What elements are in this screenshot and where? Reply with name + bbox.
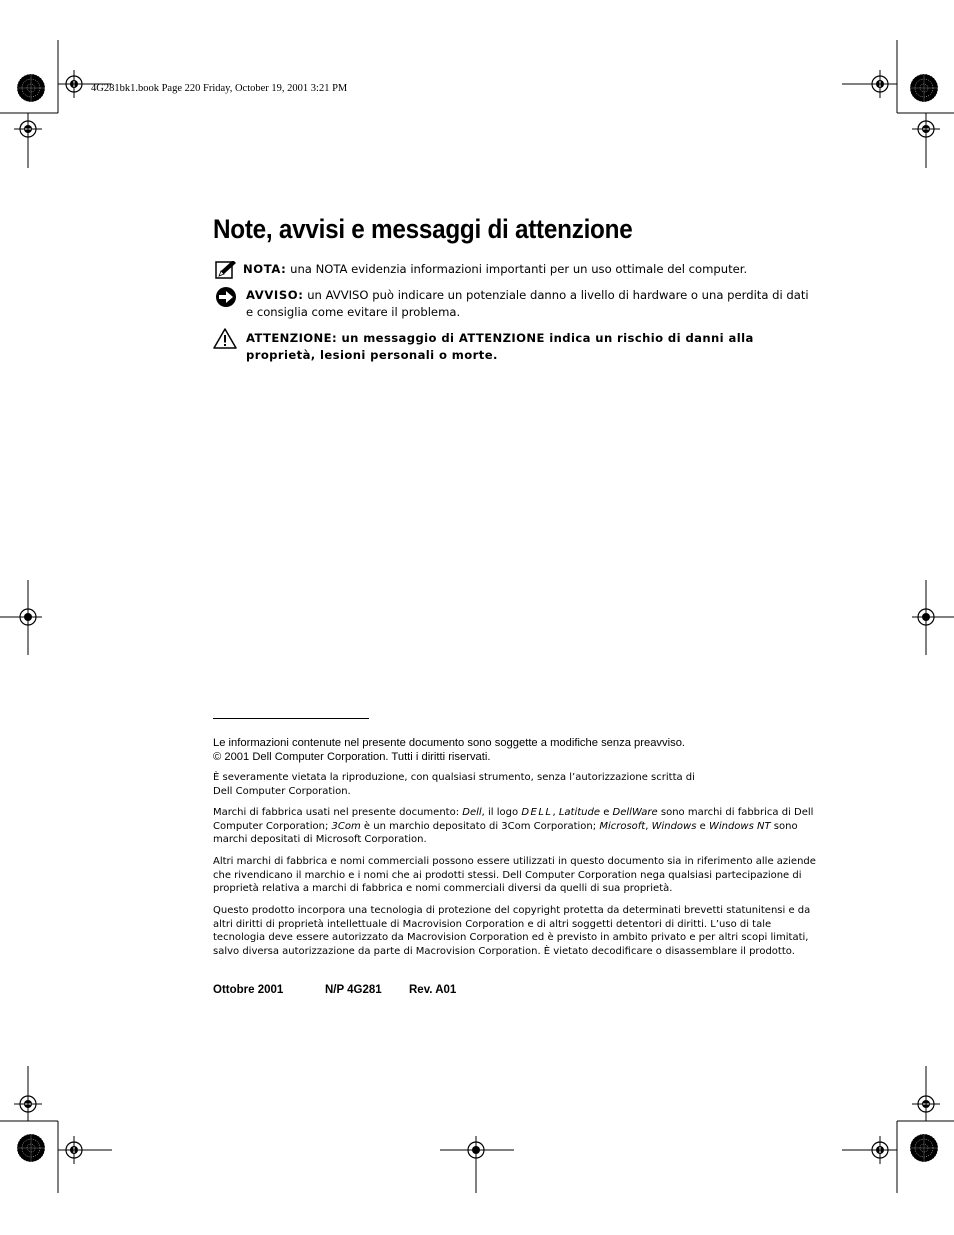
book-source-line: 4G281bk1.book Page 220 Friday, October 19, 2001 3:21 PM xyxy=(91,83,348,94)
footer-revision: Rev. A01 xyxy=(409,984,457,996)
trademarks-paragraph xyxy=(213,806,818,847)
trademark-text: e xyxy=(696,820,709,832)
pencil-note-icon xyxy=(215,261,237,284)
trademark-text: sono marchi di fabbrica di Dell Computer Corporation; xyxy=(213,807,814,832)
notice-avviso xyxy=(213,287,813,323)
trademark-windows-nt: Windows NT xyxy=(708,820,771,832)
footer-part-number: N/P 4G281 xyxy=(325,984,382,996)
trademark-windows: Windows xyxy=(651,820,697,832)
note-label: NOTA: xyxy=(243,262,287,276)
caution-text: un messaggio di ATTENZIONE indica un rischio di danni alla proprietà, lesioni personali o morte. xyxy=(246,331,754,362)
notice-arrow-icon xyxy=(215,286,237,313)
trademark-text: e xyxy=(600,807,613,818)
legal-notice-header xyxy=(213,736,813,764)
trademark-text: , xyxy=(552,807,559,818)
trademark-latitude: Latitude xyxy=(558,807,601,818)
reproduction-notice: È severamente vietata la riproduzione, con qualsiasi strumento, senza l’autorizzazione scritta di Dell Computer Corporation. xyxy=(213,772,695,797)
trademark-text: , il logo xyxy=(481,807,522,818)
trademark-text: è un marchio depositato di 3Com Corporation; xyxy=(360,820,600,832)
registration-star-icon xyxy=(910,1134,938,1162)
copyright-line: © 2001 Dell Computer Corporation. Tutti i diritti riservati. xyxy=(213,751,491,763)
registration-star-icon xyxy=(17,1134,45,1162)
note-notice xyxy=(213,261,813,281)
trademark-text: , xyxy=(645,820,652,832)
footnote-divider xyxy=(213,718,369,719)
trademark-dell-logo: DELL xyxy=(521,807,553,818)
trademark-microsoft: Microsoft xyxy=(599,820,646,832)
registration-star-icon xyxy=(910,74,938,102)
other-trademarks-paragraph: Altri marchi di fabbrica e nomi commerciali possono essere utilizzati in questo documento sia in riferimento alle aziende che rivendicano il marchio e i nomi che ai prodotti stessi. Dell Computer Corporation nega qualsiasi partecipazione di proprietà relativa a marchi di fabbrica e nomi commerciali diversi da quelli di sua proprietà. xyxy=(213,856,816,895)
footer-date: Ottobre 2001 xyxy=(213,984,284,996)
trademark-dellware: DellWare xyxy=(612,807,658,818)
trademark-text: Marchi di fabbrica usati nel presente documento: xyxy=(213,807,463,818)
note-text: una NOTA evidenzia informazioni importanti per un uso ottimale del computer. xyxy=(290,262,748,276)
legal-change-notice: Le informazioni contenute nel presente documento sono soggette a modifiche senza preavviso. xyxy=(213,737,686,749)
page-title: Note, avvisi e messaggi di attenzione xyxy=(213,214,633,244)
trademark-text: sono marchi depositati di Microsoft Corporation. xyxy=(213,820,798,846)
registration-star-icon xyxy=(17,74,45,102)
notice-label: AVVISO: xyxy=(246,288,304,302)
notice-text: un AVVISO può indicare un potenziale danno a livello di hardware o una perdita di dati e consiglia come evitare il problema. xyxy=(246,288,809,319)
caution-label: ATTENZIONE: xyxy=(246,331,338,345)
trademark-3com: 3Com xyxy=(331,820,361,832)
trademark-dell: Dell xyxy=(462,807,482,818)
caution-attenzione xyxy=(213,330,813,366)
macrovision-paragraph: Questo prodotto incorpora una tecnologia di protezione del copyright protetta da determinati brevetti statunitensi e da altri diritti di proprietà intellettuale di Macrovision Corporation e di altri soggetti detentori di diritti. L’uso di tale tecnologia deve essere autorizzato da Macrovision Corporation ed è previsto in ambito privato e per altri scopi limitati, salvo diversa autorizzazione da parte di Macrovision Corporation. È vietato decodificare o disassemblare il prodotto. xyxy=(213,905,811,958)
warning-triangle-icon xyxy=(213,328,237,354)
